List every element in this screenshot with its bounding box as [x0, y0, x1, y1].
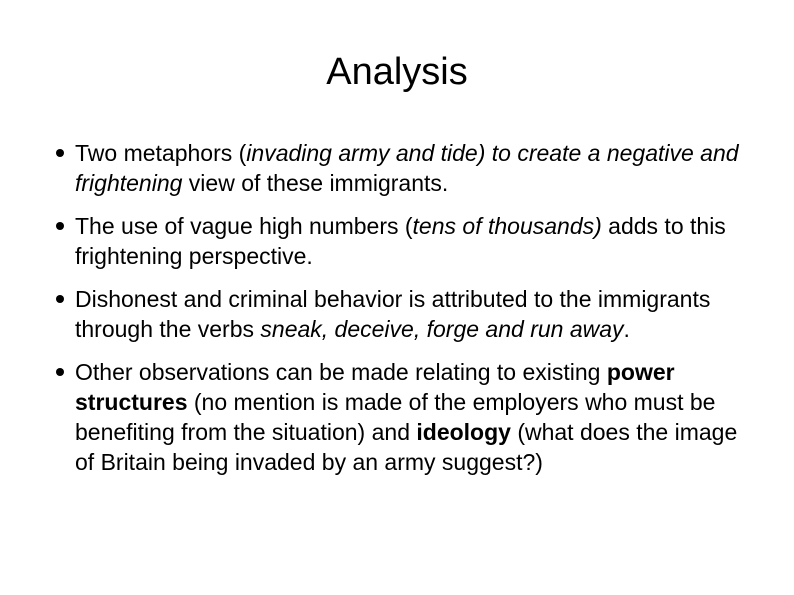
bullet-list [0, 138, 794, 490]
bullet-segment-italic: sneak, deceive, forge and run away [260, 316, 624, 342]
bullet-segment-normal: . [623, 316, 630, 342]
bullet-segment-normal: Dishonest and criminal behavior is attributed to the immigrants through the verbs [75, 286, 711, 342]
bullet-dot-icon [56, 295, 64, 303]
bullet-segment-normal: Two metaphors ( [75, 140, 247, 166]
bullet-item [0, 284, 745, 344]
bullet-item [0, 211, 745, 271]
slide-title: Analysis [326, 51, 468, 93]
bullet-segment-italic: invading army and tide) to create a negative and frightening [75, 140, 739, 196]
bullet-segment-bold: power structures [75, 359, 675, 415]
bullet-segment-bold: ideology [416, 419, 511, 445]
bullet-item [0, 138, 745, 198]
bullet-text [75, 213, 726, 269]
bullet-segment-normal: (no mention is made of the employers who must be benefiting from the situation) and [75, 389, 716, 445]
bullet-segment-normal: Other observations can be made relating to existing [75, 359, 607, 385]
bullet-text [75, 359, 737, 475]
bullet-segment-normal: adds to this frightening perspective. [75, 213, 726, 269]
bullet-segment-italic: tens of thousands) [412, 213, 602, 239]
bullet-text [75, 286, 710, 342]
bullet-segment-normal: view of these immigrants. [182, 170, 449, 196]
bullet-item [0, 357, 745, 477]
bullet-segment-normal: (what does the image of Britain being invaded by an army suggest?) [75, 419, 738, 475]
bullet-dot-icon [56, 149, 64, 157]
bullet-segment-normal: The use of vague high numbers ( [75, 213, 413, 239]
bullet-dot-icon [56, 368, 64, 376]
bullet-dot-icon [56, 222, 64, 230]
bullet-text [75, 140, 739, 196]
